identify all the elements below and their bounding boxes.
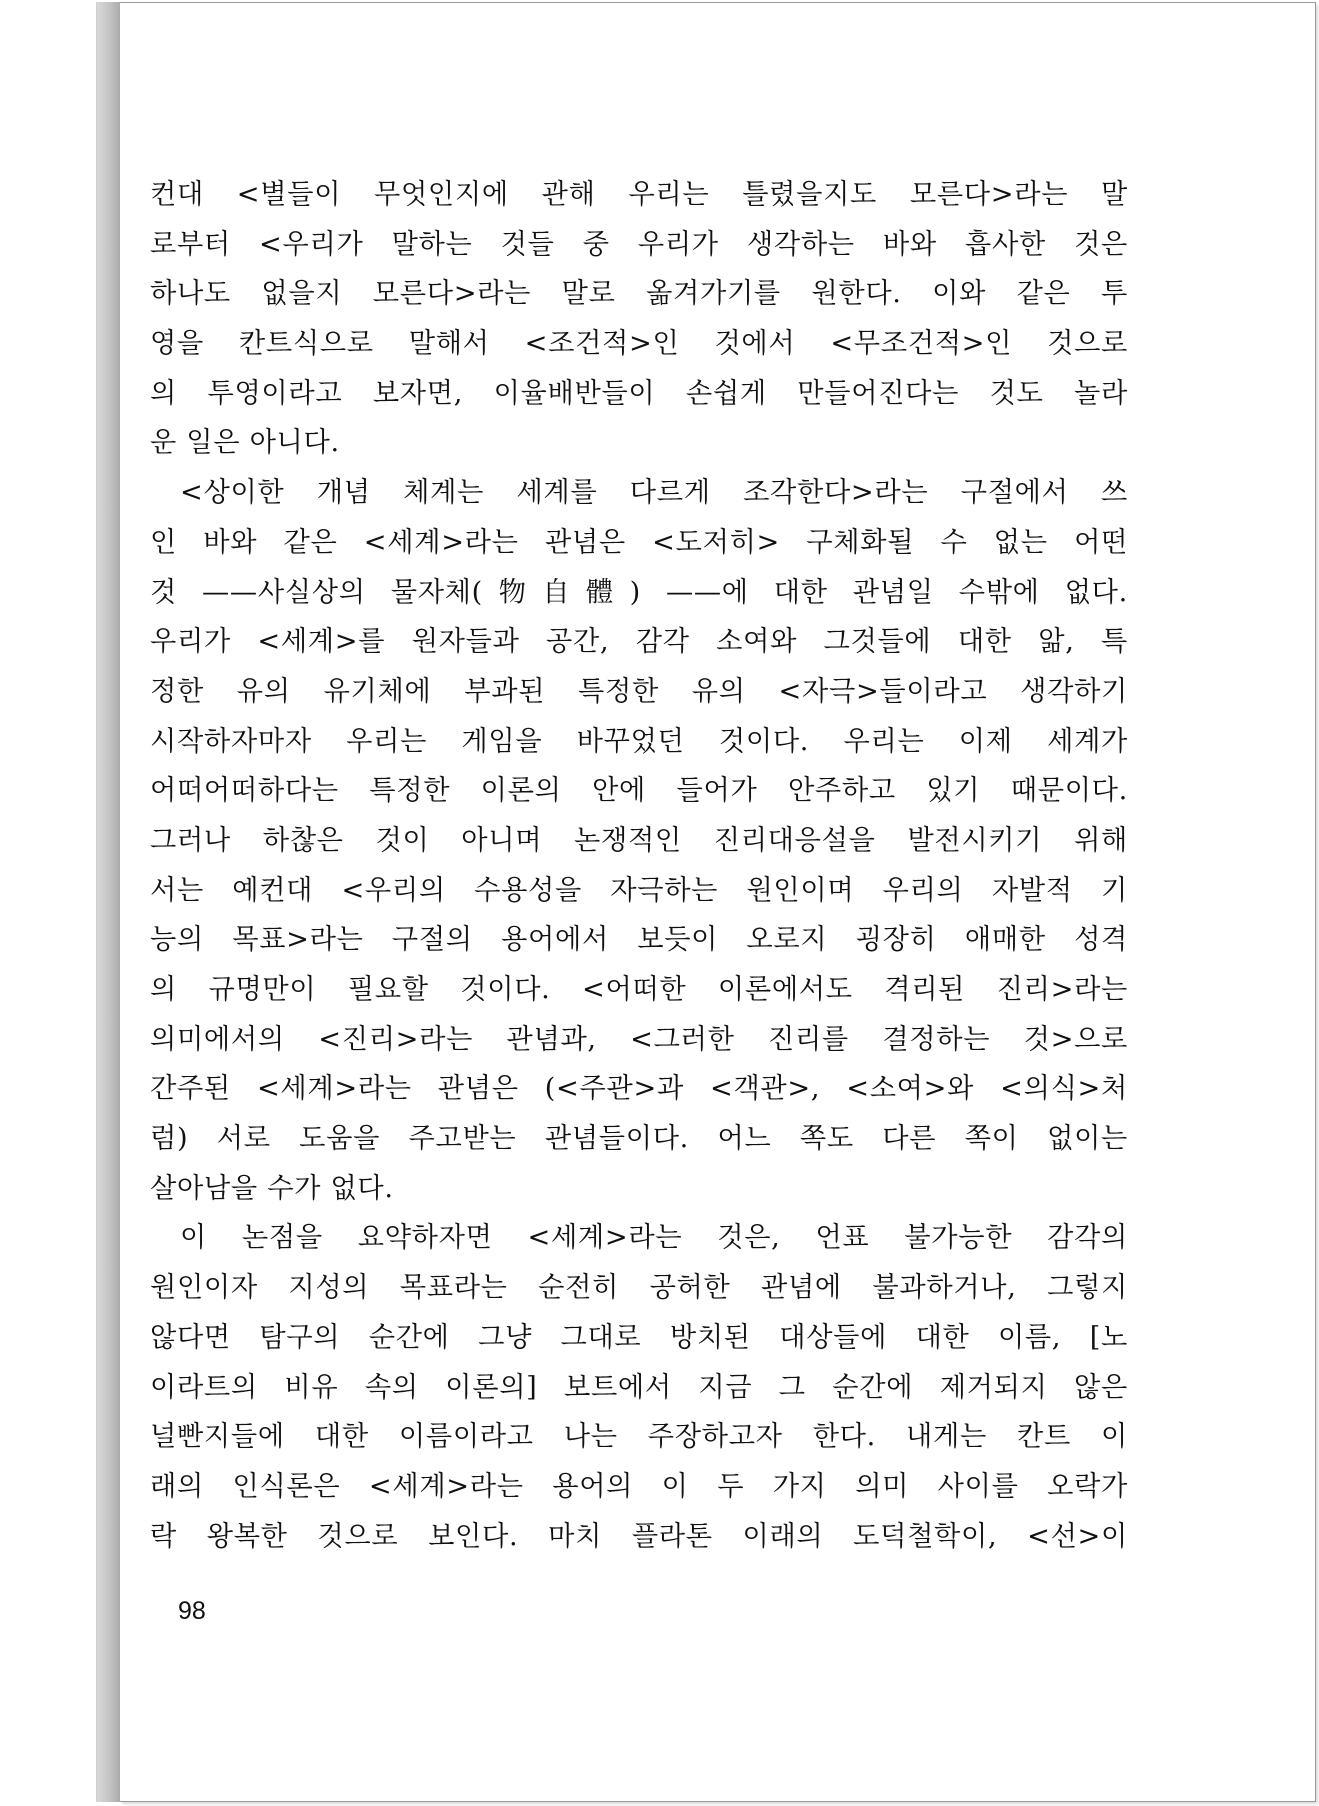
text-line: 락 왕복한 것으로 보인다. 마치 플라톤 이래의 도덕철학이, <선>이	[150, 1520, 1128, 1552]
text-line: 서는 예컨대 <우리의 수용성을 자극하는 원인이며 우리의 자발적 기	[150, 874, 1128, 906]
text-line: 래의 인식론은 <세계>라는 용어의 이 두 가지 의미 사이를 오락가	[150, 1470, 1128, 1502]
text-line: 어떠어떠하다는 특정한 이론의 안에 들어가 안주하고 있기 때문이다.	[150, 775, 1128, 807]
text-line: 하나도 없을지 모른다>라는 말로 옮겨가기를 원한다. 이와 같은 투	[150, 278, 1128, 310]
text-line: 인 바와 같은 <세계>라는 관념은 <도저히> 구체화될 수 없는 어떤	[150, 526, 1128, 558]
text-line: 럼) 서로 도움을 주고받는 관념들이다. 어느 쪽도 다른 쪽이 없이는	[150, 1123, 1128, 1155]
text-line: 의 투영이라고 보자면, 이율배반들이 손쉽게 만들어진다는 것도 놀라	[150, 377, 1128, 409]
text-line: 않다면 탐구의 순간에 그냥 그대로 방치된 대상들에 대한 이름, [노	[150, 1321, 1128, 1353]
text-line: 이 논점을 요약하자면 <세계>라는 것은, 언표 불가능한 감각의	[180, 1222, 1128, 1254]
text-line: 간주된 <세계>라는 관념은 (<주관>과 <객관>, <소여>와 <의식>처	[150, 1073, 1128, 1105]
text-line: 시작하자마자 우리는 게임을 바꾸었던 것이다. 우리는 이제 세계가	[150, 725, 1128, 757]
text-line: 널빤지들에 대한 이름이라고 나는 주장하고자 한다. 내게는 칸트 이	[150, 1421, 1128, 1453]
text-line: 의 규명만이 필요할 것이다. <어떠한 이론에서도 격리된 진리>라는	[150, 974, 1128, 1005]
text-line: 영을 칸트식으로 말해서 <조건적>인 것에서 <무조건적>인 것으로	[150, 328, 1128, 360]
text-line: 원인이자 지성의 목표라는 순전히 공허한 관념에 불과하거나, 그렇지	[150, 1272, 1128, 1304]
text-line: <상이한 개념 체계는 세계를 다르게 조각한다>라는 구절에서 쓰	[180, 477, 1128, 509]
text-line: 컨대 <별들이 무엇인지에 관해 우리는 틀렸을지도 모른다>라는 말	[150, 179, 1128, 210]
text-line: 운 일은 아니다.	[150, 427, 340, 459]
body-text	[150, 170, 1128, 1561]
text-line: 살아남을 수가 없다.	[150, 1172, 394, 1204]
text-line: 의미에서의 <진리>라는 관념과, <그러한 진리를 결정하는 것>으로	[150, 1023, 1128, 1055]
page-number: 98	[178, 1597, 206, 1625]
text-line: 것 ——사실상의 물자체(物自體) ——에 대한 관념일 수밖에 없다.	[150, 576, 1128, 608]
text-line: 정한 유의 유기체에 부과된 특정한 유의 <자극>들이라고 생각하기	[150, 675, 1128, 707]
text-line: 로부터 <우리가 말하는 것들 중 우리가 생각하는 바와 흡사한 것은	[150, 228, 1128, 260]
text-line: 능의 목표>라는 구절의 용어에서 보듯이 오로지 굉장히 애매한 성격	[150, 924, 1128, 956]
text-line: 그러나 하찮은 것이 아니며 논쟁적인 진리대응설을 발전시키기 위해	[150, 824, 1128, 856]
text-line: 이라트의 비유 속의 이론의] 보트에서 지금 그 순간에 제거되지 않은	[150, 1371, 1128, 1403]
text-line: 우리가 <세계>를 원자들과 공간, 감각 소여와 그것들에 대한 앎, 특	[150, 626, 1128, 658]
book-spine-edge	[96, 2, 122, 1802]
